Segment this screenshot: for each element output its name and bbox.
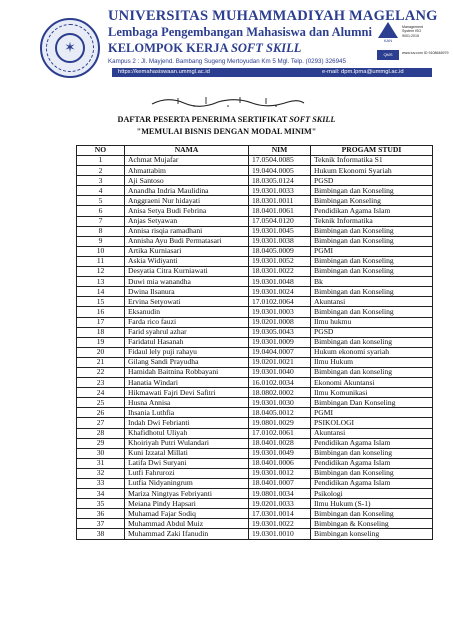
- row-no: 31: [77, 458, 125, 468]
- row-no: 27: [77, 418, 125, 428]
- row-prodi: Ilmu Komunikasi: [311, 388, 433, 398]
- row-no: 17: [77, 317, 125, 327]
- row-prodi: Ilmu hukmu: [311, 317, 433, 327]
- row-no: 34: [77, 489, 125, 499]
- row-nama: Annisha Ayu Budi Permatasari: [125, 236, 249, 246]
- row-nim: 19.0404.0005: [249, 166, 311, 176]
- row-nama: Indah Dwi Febrianti: [125, 418, 249, 428]
- row-nim: 19.0301.0033: [249, 186, 311, 196]
- row-prodi: Bimbingan dan Konseling: [311, 186, 433, 196]
- table-row: [77, 438, 433, 448]
- row-nim: 19.0801.0029: [249, 418, 311, 428]
- row-nim: 18.0301.0022: [249, 267, 311, 277]
- row-nim: 19.0301.0024: [249, 287, 311, 297]
- table-row: [77, 327, 433, 337]
- table-row: [77, 388, 433, 398]
- row-nama: Meiana Pindy Hapsari: [125, 499, 249, 509]
- row-prodi: Psikologi: [311, 489, 433, 499]
- cert2-text: www.tuv.com ID 9108646979: [402, 51, 449, 55]
- table-header-row: [77, 146, 433, 156]
- table-row: [77, 216, 433, 226]
- row-no: 24: [77, 388, 125, 398]
- row-no: 1: [77, 156, 125, 166]
- row-no: 29: [77, 438, 125, 448]
- row-no: 13: [77, 277, 125, 287]
- row-no: 23: [77, 378, 125, 388]
- row-nim: 19.0301.0040: [249, 367, 311, 377]
- row-nim: 18.0305.0124: [249, 176, 311, 186]
- row-no: 25: [77, 398, 125, 408]
- row-nim: 19.0801.0034: [249, 489, 311, 499]
- row-nama: Fidaul lely puji rahayu: [125, 347, 249, 357]
- row-no: 16: [77, 307, 125, 317]
- row-no: 5: [77, 196, 125, 206]
- row-nim: 19.0301.0010: [249, 529, 311, 539]
- row-prodi: Bimbingan dan konseling: [311, 337, 433, 347]
- row-prodi: Ilmu Hukum: [311, 357, 433, 367]
- table-row: [77, 156, 433, 166]
- row-prodi: Teknik Informatika S1: [311, 156, 433, 166]
- group-prefix: KELOMPOK KERJA: [108, 41, 228, 55]
- row-nim: 19.0301.0003: [249, 307, 311, 317]
- row-nama: Lutfia Nidyaningrum: [125, 479, 249, 489]
- row-nama: Ervina Setyowati: [125, 297, 249, 307]
- row-nim: 17.0504.0085: [249, 156, 311, 166]
- table-row: [77, 236, 433, 246]
- website-link[interactable]: https://kemahasiswaan.ummgl.ac.id: [118, 69, 210, 75]
- row-nim: 19.0301.0048: [249, 277, 311, 287]
- table-row: [77, 287, 433, 297]
- document-title: [0, 115, 453, 124]
- cert2-logo: QMS: [377, 50, 399, 60]
- row-no: 35: [77, 499, 125, 509]
- row-nama: Kuni Izzatal Millati: [125, 448, 249, 458]
- row-no: 33: [77, 479, 125, 489]
- row-nim: 18.0401.0007: [249, 479, 311, 489]
- table-body: [77, 156, 433, 540]
- table-row: [77, 529, 433, 539]
- row-nama: Dwina Ilsanura: [125, 287, 249, 297]
- row-nama: Askia Widiyanti: [125, 256, 249, 266]
- row-no: 37: [77, 519, 125, 529]
- row-nim: 19.0201.0021: [249, 357, 311, 367]
- row-nim: 18.0802.0002: [249, 388, 311, 398]
- table-row: [77, 166, 433, 176]
- table-row: [77, 337, 433, 347]
- row-no: 10: [77, 246, 125, 256]
- row-no: 30: [77, 448, 125, 458]
- row-no: 7: [77, 216, 125, 226]
- row-nama: Muhammad Abdul Muiz: [125, 519, 249, 529]
- row-nama: Muhammad Zaki Ifanudin: [125, 529, 249, 539]
- row-nama: Artika Kurniasari: [125, 246, 249, 256]
- row-no: 14: [77, 287, 125, 297]
- row-prodi: PGSD: [311, 176, 433, 186]
- row-nim: 19.0301.0012: [249, 468, 311, 478]
- row-prodi: Bk: [311, 277, 433, 287]
- row-nama: Farda rico fauzi: [125, 317, 249, 327]
- row-nim: 17.0504.0120: [249, 216, 311, 226]
- table-row: [77, 408, 433, 418]
- contact-bar: [112, 68, 432, 77]
- row-nim: 18.0401.0028: [249, 438, 311, 448]
- row-no: 4: [77, 186, 125, 196]
- row-prodi: Bimbingan & Konseling: [311, 519, 433, 529]
- row-nim: 17.0301.0014: [249, 509, 311, 519]
- row-no: 28: [77, 428, 125, 438]
- row-nama: Desyatia Citra Kurniawati: [125, 267, 249, 277]
- row-nama: Mariza Ningtyas Febriyanti: [125, 489, 249, 499]
- table-row: [77, 378, 433, 388]
- certification-logo: [376, 22, 400, 48]
- row-prodi: Bimbingan konseling: [311, 529, 433, 539]
- row-prodi: Teknik Informatika: [311, 216, 433, 226]
- row-prodi: Akuntansi: [311, 428, 433, 438]
- row-nama: Khafidhotul Uliyah: [125, 428, 249, 438]
- row-prodi: PGMI: [311, 246, 433, 256]
- row-nama: Muhamad Fajar Sodiq: [125, 509, 249, 519]
- row-prodi: Bimbingan dan Konseling: [311, 256, 433, 266]
- row-prodi: Pendidikan Agama Islam: [311, 206, 433, 216]
- row-nim: 19.0305.0043: [249, 327, 311, 337]
- row-prodi: PSIKOLOGI: [311, 418, 433, 428]
- email-link[interactable]: e-mail: dpm.lpma@ummgl.ac.id: [322, 69, 404, 75]
- participant-table: [76, 145, 433, 540]
- row-nama: Hamidah Baitnina Robbayani: [125, 367, 249, 377]
- row-no: 20: [77, 347, 125, 357]
- row-no: 22: [77, 367, 125, 377]
- header-nim: NIM: [249, 146, 311, 156]
- row-nama: Anisa Setya Budi Febrina: [125, 206, 249, 216]
- row-nama: Eksanudin: [125, 307, 249, 317]
- table-row: [77, 267, 433, 277]
- row-nim: 18.0405.0012: [249, 408, 311, 418]
- row-nama: Gilang Sandi Prayudha: [125, 357, 249, 367]
- row-nim: 17.0102.0061: [249, 428, 311, 438]
- row-nama: Khoiriyah Putri Wulandari: [125, 438, 249, 448]
- table-row: [77, 277, 433, 287]
- table-row: [77, 176, 433, 186]
- table-row: [77, 519, 433, 529]
- row-prodi: PGMI: [311, 408, 433, 418]
- row-nama: Achmat Mujafar: [125, 156, 249, 166]
- row-nama: Anandha Indria Maulidina: [125, 186, 249, 196]
- table-row: [77, 347, 433, 357]
- row-prodi: Bimbingan dan Konseling: [311, 236, 433, 246]
- row-nama: Anjas Setyawan: [125, 216, 249, 226]
- university-logo: [40, 18, 100, 78]
- cert-text: Management System ISO 9001:2015: [402, 25, 423, 38]
- row-nama: Hanatia Windari: [125, 378, 249, 388]
- row-no: 18: [77, 327, 125, 337]
- triangle-icon: [378, 22, 398, 38]
- table-row: [77, 186, 433, 196]
- letterhead: [0, 0, 453, 84]
- row-prodi: Bimbingan dan Konseling: [311, 226, 433, 236]
- row-nim: 19.0301.0045: [249, 226, 311, 236]
- table-row: [77, 418, 433, 428]
- row-no: 26: [77, 408, 125, 418]
- row-prodi: Bimbingan dan Konseling: [311, 267, 433, 277]
- row-nim: 19.0301.0030: [249, 398, 311, 408]
- group-soft-skill: SOFT SKILL: [230, 41, 302, 55]
- header-prodi: PROGAM STUDI: [311, 146, 433, 156]
- table-row: [77, 428, 433, 438]
- table-row: [77, 317, 433, 327]
- row-no: 19: [77, 337, 125, 347]
- table-row: [77, 297, 433, 307]
- row-nama: Duwi mia wanandha: [125, 277, 249, 287]
- row-prodi: Bimbingan dan Konseling: [311, 468, 433, 478]
- table-row: [77, 499, 433, 509]
- row-nama: Ihsania Luthfia: [125, 408, 249, 418]
- row-nim: 18.0401.0061: [249, 206, 311, 216]
- row-nim: 19.0201.0033: [249, 499, 311, 509]
- row-no: 15: [77, 297, 125, 307]
- basmalah-calligraphy: [148, 94, 308, 108]
- row-no: 12: [77, 267, 125, 277]
- header-no: NO: [77, 146, 125, 156]
- university-name: UNIVERSITAS MUHAMMADIYAH MAGELANG: [108, 8, 438, 24]
- row-nama: Ahmattabim: [125, 166, 249, 176]
- row-nama: Faridatul Hasanah: [125, 337, 249, 347]
- row-no: 21: [77, 357, 125, 367]
- row-no: 6: [77, 206, 125, 216]
- row-nama: Aji Santoso: [125, 176, 249, 186]
- row-nama: Anggraeni Nur hidayati: [125, 196, 249, 206]
- institute-name: Lembaga Pengembangan Mahasiswa dan Alumni: [108, 25, 372, 39]
- row-nama: Latifa Dwi Suryani: [125, 458, 249, 468]
- table-row: [77, 307, 433, 317]
- row-nim: 19.0201.0008: [249, 317, 311, 327]
- row-prodi: Bimbingan Konseling: [311, 196, 433, 206]
- row-no: 2: [77, 166, 125, 176]
- logo-emblem-icon: ✶: [55, 33, 85, 63]
- table-row: [77, 479, 433, 489]
- row-prodi: Bimbingan dan Konseling: [311, 307, 433, 317]
- row-no: 11: [77, 256, 125, 266]
- row-nim: 19.0301.0022: [249, 519, 311, 529]
- row-prodi: Bimbingan dan Konseling: [311, 287, 433, 297]
- row-nim: 19.0404.0007: [249, 347, 311, 357]
- row-prodi: Pendidikan Agama Islam: [311, 458, 433, 468]
- row-no: 38: [77, 529, 125, 539]
- row-nama: Lutfi Fahrurozi: [125, 468, 249, 478]
- logo-ring: [46, 24, 94, 72]
- row-nama: Hikmawati Fajri Devi Safitri: [125, 388, 249, 398]
- row-nim: 18.0301.0011: [249, 196, 311, 206]
- row-nama: Annisa risqia ramadhani: [125, 226, 249, 236]
- title-soft-skill: SOFT SKILL: [289, 115, 336, 124]
- title-prefix: DAFTAR PESERTA PENERIMA SERTIFIKAT: [117, 115, 288, 124]
- row-prodi: Hukum ekonomi syariah: [311, 347, 433, 357]
- row-prodi: Bimbingan dan konseling: [311, 448, 433, 458]
- table-row: [77, 357, 433, 367]
- row-no: 3: [77, 176, 125, 186]
- row-nama: Husna Annisa: [125, 398, 249, 408]
- table-row: [77, 367, 433, 377]
- row-prodi: Ilmu Hukum (S-1): [311, 499, 433, 509]
- row-no: 9: [77, 236, 125, 246]
- table-row: [77, 196, 433, 206]
- row-prodi: Ekonomi Akuntansi: [311, 378, 433, 388]
- row-nama: Farid syahrul azhar: [125, 327, 249, 337]
- row-no: 32: [77, 468, 125, 478]
- row-nim: 19.0301.0049: [249, 448, 311, 458]
- row-nim: 16.0102.0034: [249, 378, 311, 388]
- table-row: [77, 489, 433, 499]
- row-no: 8: [77, 226, 125, 236]
- row-nim: 18.0405.0009: [249, 246, 311, 256]
- table-row: [77, 458, 433, 468]
- row-prodi: Pendidikan Agama Islam: [311, 438, 433, 448]
- table-row: [77, 509, 433, 519]
- row-prodi: Pendidikan Agama Islam: [311, 479, 433, 489]
- table-row: [77, 246, 433, 256]
- header-nama: NAMA: [125, 146, 249, 156]
- row-prodi: Bimbingan dan konseling: [311, 367, 433, 377]
- group-name: [108, 41, 301, 56]
- row-prodi: Bimbingan Dan Konseling: [311, 398, 433, 408]
- row-nim: 17.0102.0064: [249, 297, 311, 307]
- row-no: 36: [77, 509, 125, 519]
- table-row: [77, 256, 433, 266]
- row-nim: 19.0301.0052: [249, 256, 311, 266]
- table-row: [77, 448, 433, 458]
- row-prodi: Hukum Ekonomi Syariah: [311, 166, 433, 176]
- row-nim: 18.0401.0006: [249, 458, 311, 468]
- address: Kampus 2 : Jl. Mayjend. Bambang Sugeng Mertoyudan Km 5 Mgl. Telp. (0293) 326945: [108, 58, 346, 65]
- document-subtitle: "MEMULAI BISNIS DENGAN MODAL MINIM": [136, 127, 317, 136]
- table-row: [77, 468, 433, 478]
- row-prodi: Akuntansi: [311, 297, 433, 307]
- table-row: [77, 398, 433, 408]
- cert-label: KAN: [383, 38, 393, 43]
- row-prodi: Bimbingan dan Konseling: [311, 509, 433, 519]
- table-row: [77, 206, 433, 216]
- row-nim: 19.0301.0038: [249, 236, 311, 246]
- row-prodi: PGSD: [311, 327, 433, 337]
- table-row: [77, 226, 433, 236]
- row-nim: 19.0301.0009: [249, 337, 311, 347]
